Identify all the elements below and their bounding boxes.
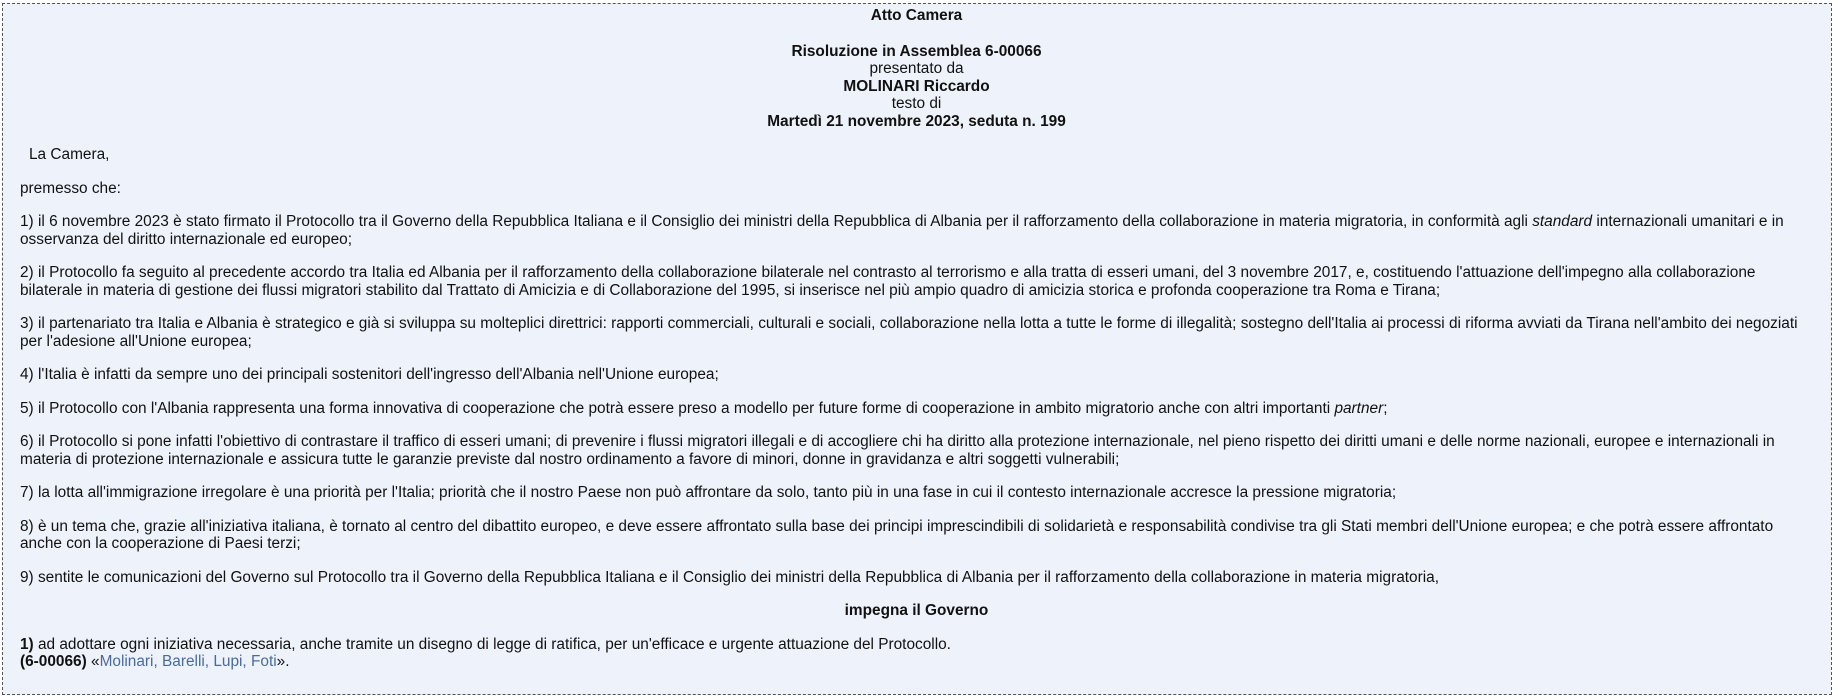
premise-item-2: 2) il Protocollo fa seguito al precedente accordo tra Italia ed Albania per il rafforzamento della collaborazione bilaterale nel contrasto al terrorismo e alla tratta di esseri umani, del 3 novembre 2017, e, costituendo l'attuazione dell'impegno alla collaborazione bilaterale in materia di gestione dei flussi migratori stabilito dal Trattato di Amicizia e di Collaborazione del 1995, si inserisce nel più ampio quadro di amicizia storica e profonda cooperazione tra Roma e Tirana;: [20, 264, 1756, 299]
reference-code: (6-00066): [20, 653, 87, 670]
premise-item-6: 6) il Protocollo si pone infatti l'obiettivo di contrastare il traffico di esseri umani; di prevenire i flussi migratori illegali e di accogliere chi ha diritto alla protezione internazionale, nel pieno rispetto dei diritti umani e delle norme nazionali, europee e internazionali in materia di protezione internazionale e assicura tutte le garanzie previste dal nostro ordinamento a favore di minori, donne in gravidanza e altri soggetti vulnerabili;: [20, 433, 1775, 468]
commitment-number: 1): [20, 635, 34, 653]
document-frame: [2, 3, 1832, 695]
doc-title: Atto Camera: [870, 7, 963, 24]
commitment-item-1: [20, 636, 1813, 654]
session-date: Martedì 21 novembre 2023, seduta n. 199: [767, 112, 1066, 130]
quote-close: ».: [276, 653, 290, 670]
text-of-label: testo di: [891, 95, 942, 112]
quote-open: «: [86, 653, 100, 670]
commitment-text: ad adottare ogni iniziativa necessaria, anche tramite un disegno di legge di ratifica, per un'efficace e urgente attuazione del Protocollo.: [33, 635, 951, 653]
p5-text-b: ;: [1383, 399, 1388, 417]
commitment-heading: impegna il Governo: [844, 602, 989, 619]
signatories-line: [20, 653, 1813, 671]
premise-line: premesso che:: [20, 179, 121, 197]
premise-item-7: 7) la lotta all'immigrazione irregolare è una priorità per l'Italia; priorità che il nostro Paese non può affrontare da solo, tanto più in una fase in cui il contesto internazionale accresce la pressione migratoria;: [20, 484, 1397, 501]
premise-item-3: 3) il partenariato tra Italia e Albania è strategico e già si sviluppa su molteplici direttrici: rapporti commerciali, culturali e sociali, collaborazione nella lotta a tutte le forme di illegalità; sostegno dell'Italia ai processi di riforma avviati da Tirana nell'ambito dei negoziati per l'adesione all'Unione europea;: [20, 315, 1798, 350]
p5-text-a: 5) il Protocollo con l'Albania rappresenta una forma innovativa di cooperazione che potrà essere preso a modello per future forme di cooperazione in ambito migratorio anche con altri importanti: [20, 399, 1335, 417]
author-name: MOLINARI Riccardo: [843, 77, 990, 95]
p5-emphasis: partner: [1334, 399, 1384, 417]
p1-text-b: internazionali umanitari e in osservanza del diritto internazionale ed europeo;: [20, 213, 1784, 248]
intro-line: La Camera,: [29, 146, 110, 163]
premise-item-9: 9) sentite le comunicazioni del Governo sul Protocollo tra il Governo della Repubblica Italiana e il Consiglio dei ministri della Repubblica di Albania per il rafforzamento della collaborazione in materia migratoria,: [20, 568, 1439, 586]
p1-text-a: 1) il 6 novembre 2023 è stato firmato il Protocollo tra il Governo della Repubblica Italiana e il Consiglio dei ministri della Repubblica di Albania per il rafforzamento della collaborazione in materia migratoria, in conformità agli: [20, 213, 1533, 230]
signatory-names-link[interactable]: Molinari, Barelli, Lupi, Foti: [99, 653, 277, 670]
premise-item-5: [20, 400, 1813, 418]
premise-item-1: [20, 213, 1813, 248]
premise-item-4: 4) l'Italia è infatti da sempre uno dei principali sostenitori dell'ingresso dell'Albania nell'Unione europea;: [20, 366, 719, 383]
p1-emphasis: standard: [1532, 213, 1593, 230]
premise-item-8: 8) è un tema che, grazie all'iniziativa italiana, è tornato al centro del dibattito europeo, e deve essere affrontato sulla base dei principi imprescindibili di solidarietà e responsabilità condivise tra gli Stati membri dell'Unione europea; e che potrà essere affrontato anche con la cooperazione di Paesi terzi;: [20, 517, 1774, 552]
spacer: [20, 25, 1813, 43]
resolution-id: Risoluzione in Assemblea 6-00066: [791, 42, 1042, 60]
presented-by-label: presentato da: [869, 60, 964, 77]
